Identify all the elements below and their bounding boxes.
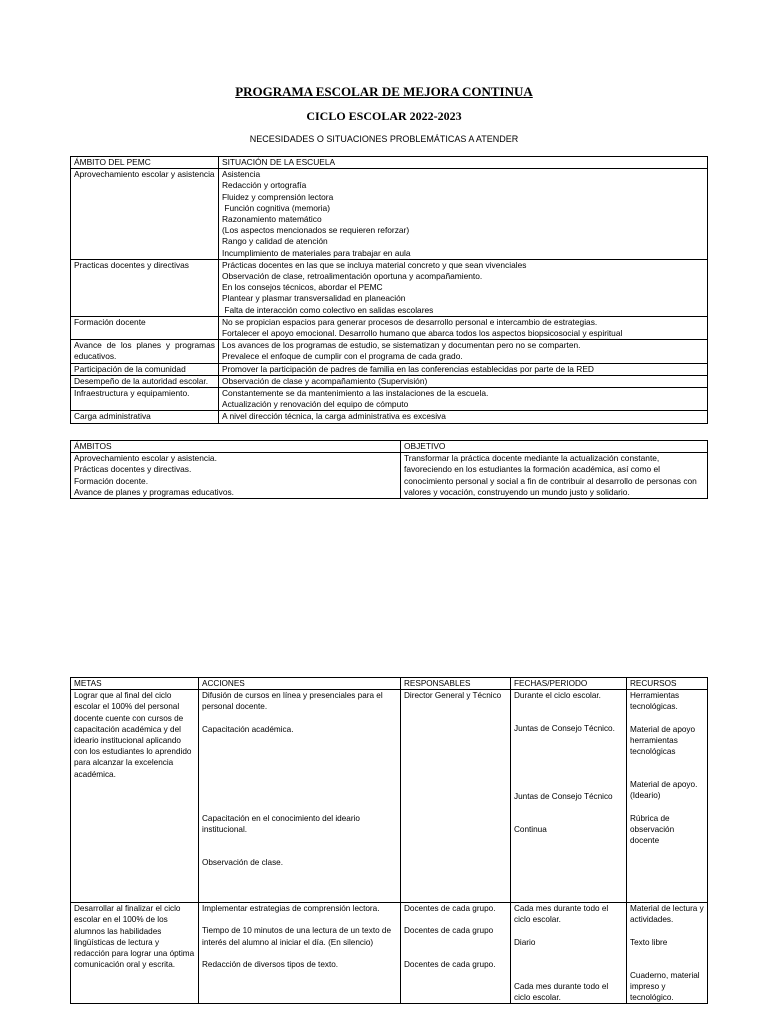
ambito-cell: Aprovechamiento escolar y asistencia [71, 169, 219, 260]
table-row [71, 259, 708, 316]
acciones-cell: Difusión de cursos en línea y presenciales para el personal docente. Capacitación académica. Capacitación en el conocimiento del ideario institucional. Observación de clase. [199, 690, 401, 903]
situacion-cell: A nivel dirección técnica, la carga administrativa es excesiva [219, 411, 708, 423]
table-row [71, 690, 708, 903]
section-subtitle: NECESIDADES O SITUACIONES PROBLEMÁTICAS A ATENDER [249, 134, 519, 144]
objetivo-cell: Transformar la práctica docente mediante la actualización constante, favoreciendo en los estudiantes la formación académica, así como el conocimiento personal y social a fin de contribuir al desarrollo de personas con valores y vocación, construyendo un mundo justo y solidario. [401, 453, 708, 499]
table-row [71, 169, 708, 260]
table-header-row [71, 441, 708, 453]
situacion-cell: Prácticas docentes en las que se incluya material concreto y que sean vivenciales Observación de clase, retroalimentación oportuna y acompañamiento. En los consejos técnicos, abordar el PEMC Plantear y plasmar transversalidad en planeación Falta de interacción como colectivo en salidas escolares [219, 259, 708, 316]
school-cycle: CICLO ESCOLAR 2022-2023 [306, 109, 462, 123]
objective-table [70, 440, 708, 499]
ambito-cell: Formación docente [71, 316, 219, 339]
table-header-row [71, 157, 708, 169]
responsables-cell: Director General y Técnico [401, 690, 511, 903]
recursos-cell: Herramientas tecnológicas. Material de apoyo herramientas tecnológicas Material de apoyo. (Ideario) Rúbrica de observación docente [627, 690, 708, 903]
header-cell: ACCIONES [199, 678, 401, 690]
table-row [71, 411, 708, 423]
table-header-row [71, 678, 708, 690]
table-row [71, 340, 708, 363]
situacion-cell: Observación de clase y acompañamiento (Supervisión) [219, 375, 708, 387]
situacion-cell: Constantemente se da mantenimiento a las instalaciones de la escuela. Actualización y renovación del equipo de cómputo [219, 388, 708, 411]
header-cell: METAS [71, 678, 199, 690]
header-cell: OBJETIVO [401, 441, 708, 453]
goals-table [70, 677, 708, 1004]
table-row [71, 316, 708, 339]
ambitos-cell: Aprovechamiento escolar y asistencia. Prácticas docentes y directivas. Formación docente. Avance de planes y programas educativos. [71, 453, 401, 499]
table-row [71, 453, 708, 499]
ambito-cell: Practicas docentes y directivas [71, 259, 219, 316]
ambito-cell: Participación de la comunidad [71, 363, 219, 375]
ambito-cell: Infraestructura y equipamiento. [71, 388, 219, 411]
meta-cell: Lograr que al final del ciclo escolar el 100% del personal docente cuente con cursos de capacitación académica y del ideario institucional aplicando con los estudiantes lo aprendido para alcanzar la excelencia académica. [71, 690, 199, 903]
acciones-cell: Implementar estrategias de comprensión lectora. Tiempo de 10 minutos de una lectura de un texto de interés del alumno al iniciar el día. (En silencio) Redacción de diversos tipos de texto. [199, 903, 401, 1004]
table-row [71, 375, 708, 387]
header-cell: FECHAS/PERIODO [511, 678, 627, 690]
ambito-cell: Carga administrativa [71, 411, 219, 423]
meta-cell: Desarrollar al finalizar el ciclo escolar en el 100% de los alumnos las habilidades lingüísticas de lectura y redacción para lograr una óptima comunicación oral y escrita. [71, 903, 199, 1004]
situacion-cell: Promover la participación de padres de familia en las conferencias establecidas por parte de la RED [219, 363, 708, 375]
fechas-cell: Cada mes durante todo el ciclo escolar. Diario Cada mes durante todo el ciclo escolar. [511, 903, 627, 1004]
table-row [71, 363, 708, 375]
document-title: PROGRAMA ESCOLAR DE MEJORA CONTINUA [235, 84, 533, 99]
situacion-cell: No se propician espacios para generar procesos de desarrollo personal e intercambio de estrategias. Fortalecer el apoyo emocional. Desarrollo humano que abarca todos los aspectos biopsicosocial y espiritual [219, 316, 708, 339]
responsables-cell: Docentes de cada grupo. Docentes de cada grupo Docentes de cada grupo. [401, 903, 511, 1004]
table-row [71, 388, 708, 411]
ambito-cell: Desempeño de la autoridad escolar. [71, 375, 219, 387]
header-cell: RESPONSABLES [401, 678, 511, 690]
recursos-cell: Material de lectura y actividades. Texto libre Cuaderno, material impreso y tecnológico. [627, 903, 708, 1004]
header-cell: ÁMBITOS [71, 441, 401, 453]
fechas-cell: Durante el ciclo escolar. Juntas de Consejo Técnico. Juntas de Consejo Técnico Continua [511, 690, 627, 903]
header-cell: RECURSOS [627, 678, 708, 690]
header-cell: SITUACIÓN DE LA ESCUELA [219, 157, 708, 169]
situacion-cell: Asistencia Redacción y ortografía Fluidez y comprensión lectora Función cognitiva (memoria) Razonamiento matemático (Los aspectos mencionados se requieren reforzar) Rango y calidad de atención Incumplimiento de materiales para trabajar en aula [219, 169, 708, 260]
header-cell: ÁMBITO DEL PEMC [71, 157, 219, 169]
needs-table [70, 156, 708, 424]
table-row [71, 903, 708, 1004]
ambito-cell: Avance de los planes y programas educativos. [71, 340, 219, 363]
situacion-cell: Los avances de los programas de estudio, se sistematizan y documentan pero no se comparten. Prevalece el enfoque de cumplir con el programa de cada grado. [219, 340, 708, 363]
